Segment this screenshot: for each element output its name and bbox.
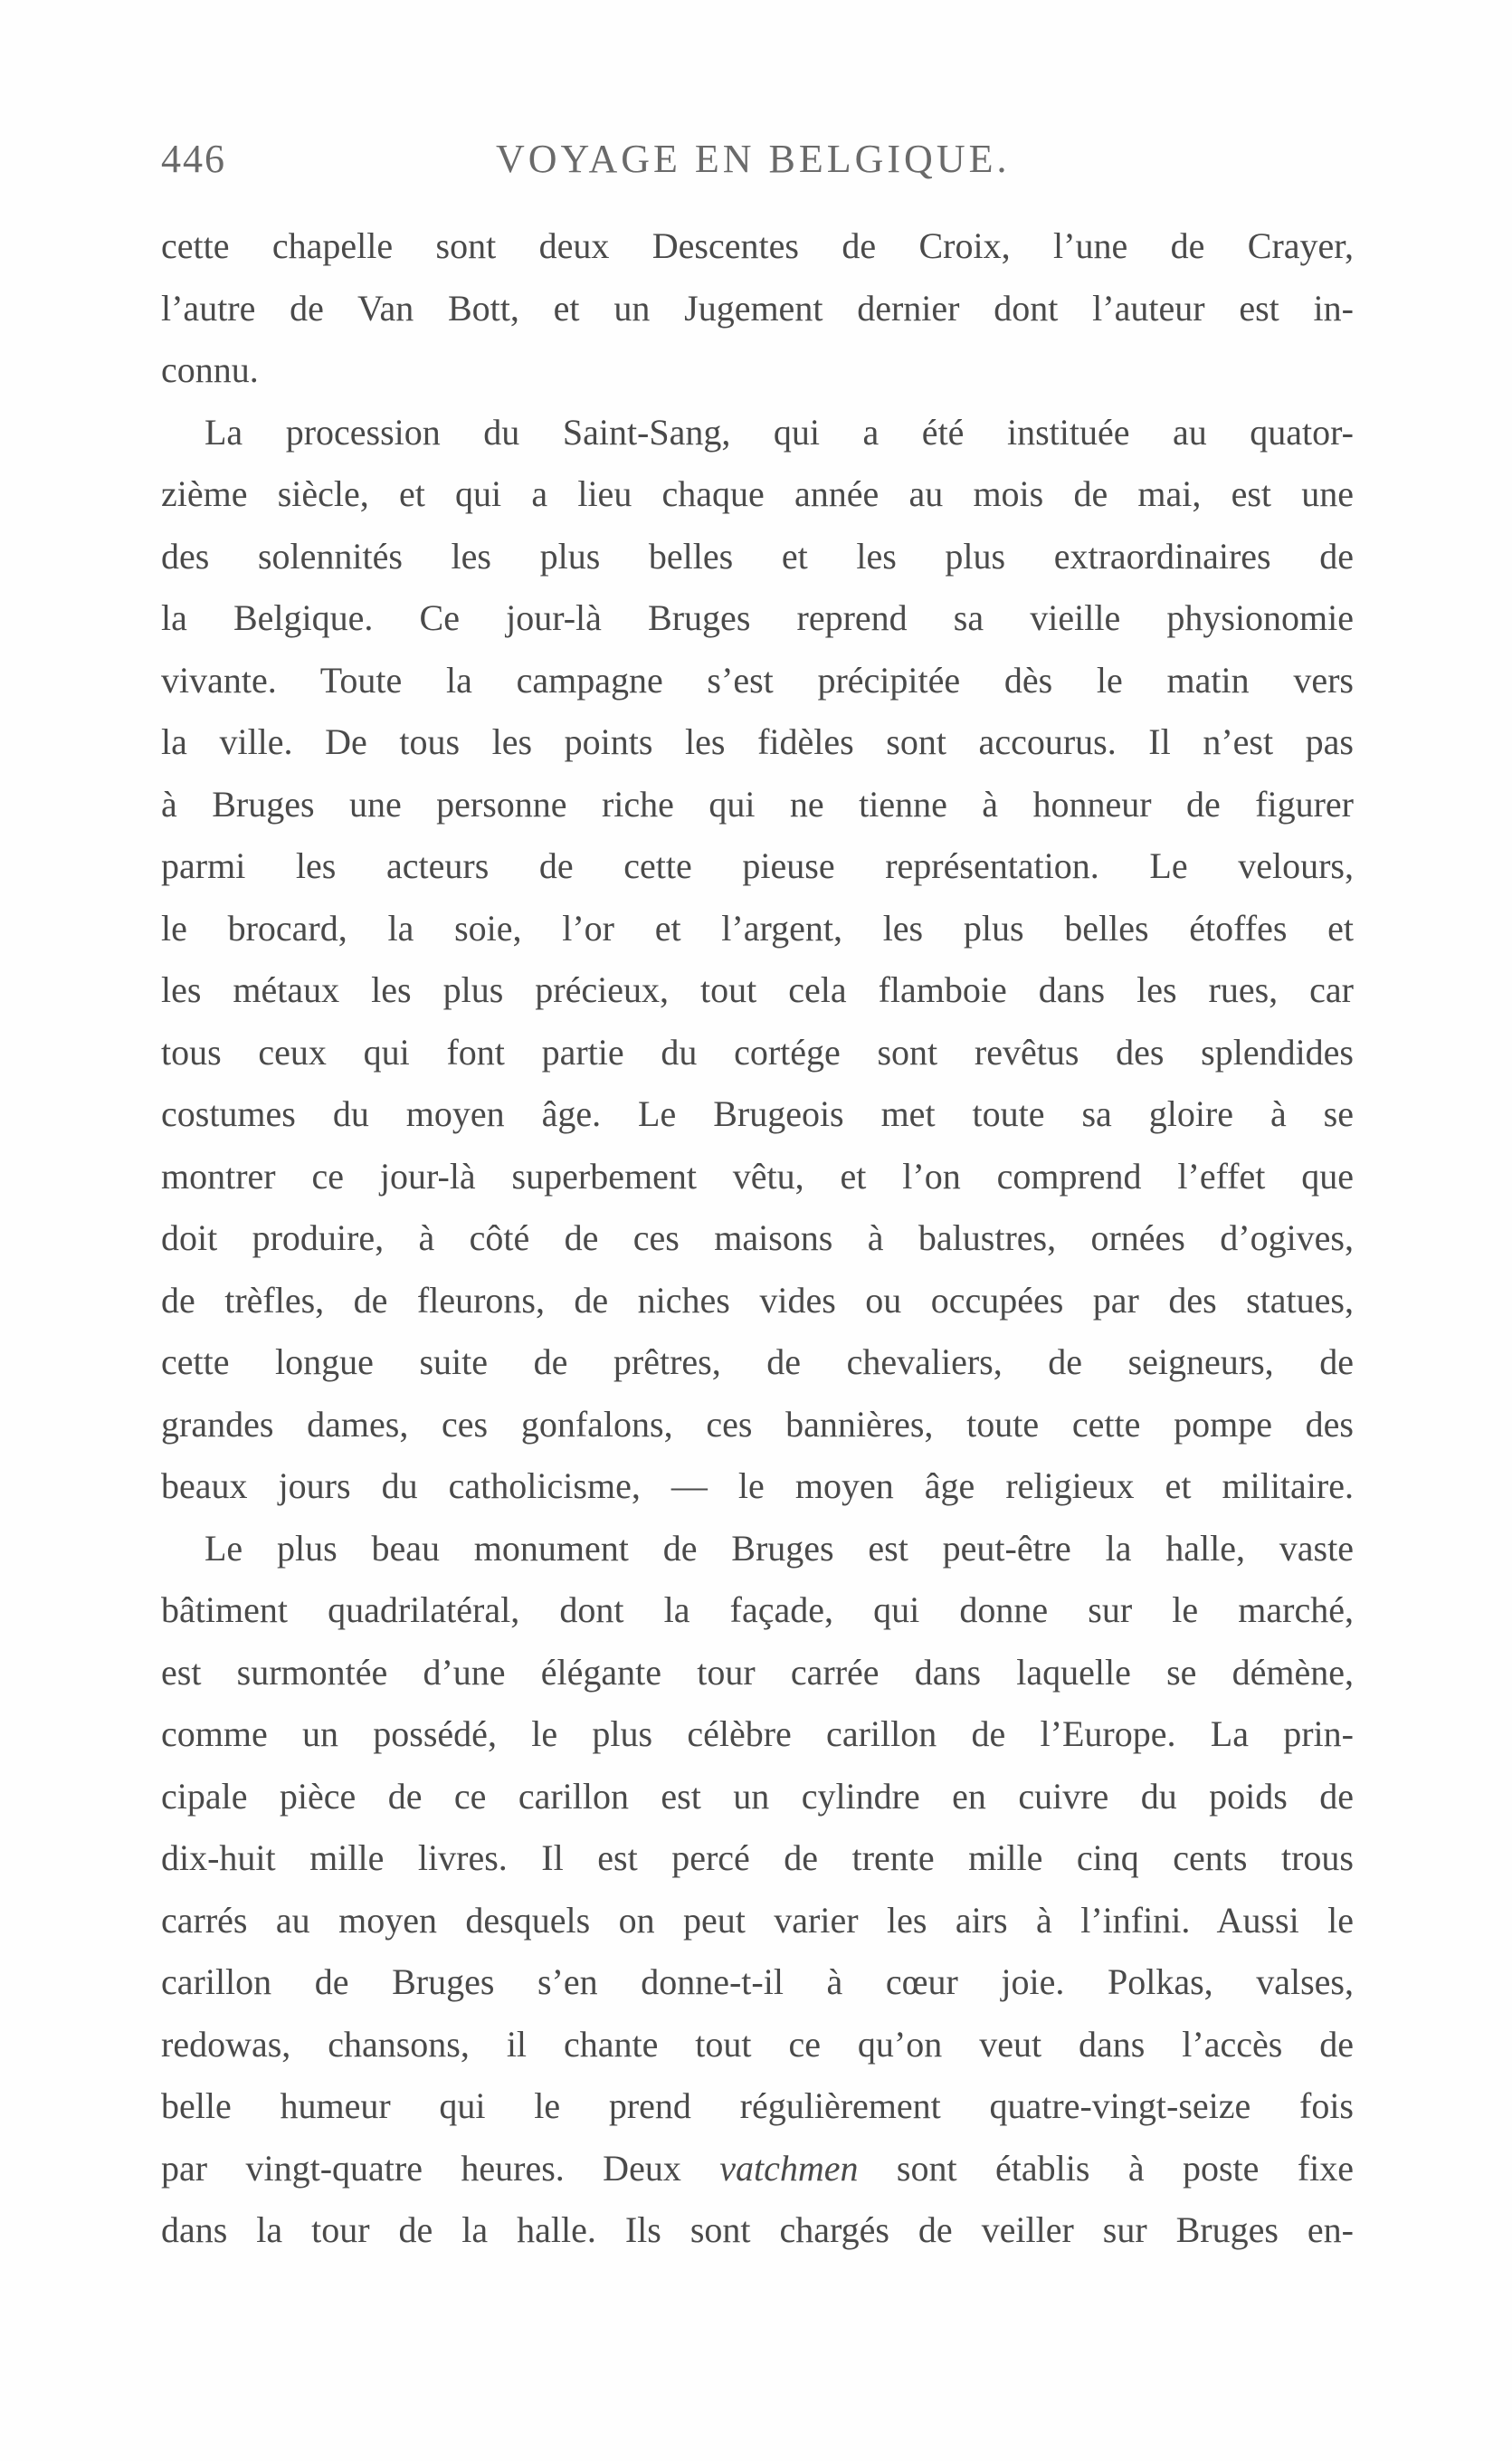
text-line: zième siècle, et qui a lieu chaque année au mois de mai, est une <box>161 473 1354 514</box>
text-line: beaux jours du catholicisme, — le moyen âge religieux et militaire. <box>161 1465 1354 1506</box>
text-line: cette chapelle sont deux Descentes de Croix, l’une de Crayer, <box>161 225 1354 266</box>
paragraph <box>161 215 1354 402</box>
text-line: costumes du moyen âge. Le Brugeois met toute sa gloire à se <box>161 1093 1354 1134</box>
page-header <box>161 136 1354 190</box>
paragraph <box>161 402 1354 1518</box>
text-fragment: sont établis à poste fixe <box>858 2147 1354 2189</box>
text-line: est surmontée d’une élégante tour carrée dans laquelle se démène, <box>161 1651 1354 1693</box>
text-line: l’autre de Van Bott, et un Jugement dernier dont l’auteur est in- <box>161 287 1354 329</box>
text-line: cette longue suite de prêtres, de chevaliers, de seigneurs, de <box>161 1341 1354 1382</box>
text-line: montrer ce jour-là superbement vêtu, et l’on comprend l’effet que <box>161 1155 1354 1197</box>
text-line: la Belgique. Ce jour-là Bruges reprend sa vieille physionomie <box>161 597 1354 638</box>
text-line: tous ceux qui font partie du cortége sont revêtus des splendides <box>161 1031 1354 1073</box>
text-line: parmi les acteurs de cette pieuse représentation. Le velours, <box>161 845 1354 886</box>
text-line: comme un possédé, le plus célèbre carillon de l’Europe. La prin- <box>161 1713 1354 1754</box>
text-line: des solennités les plus belles et les plus extraordinaires de <box>161 535 1354 577</box>
text-line: les métaux les plus précieux, tout cela flamboie dans les rues, car <box>161 969 1354 1010</box>
text-line: bâtiment quadrilatéral, dont la façade, qui donne sur le marché, <box>161 1589 1354 1630</box>
running-title: VOYAGE EN BELGIQUE. <box>496 137 1011 181</box>
text-line: dix-huit mille livres. Il est percé de trente mille cinq cents trous <box>161 1837 1354 1878</box>
text-line: redowas, chansons, il chante tout ce qu’on veut dans l’accès de <box>161 2023 1354 2065</box>
text-line: grandes dames, ces gonfalons, ces bannières, toute cette pompe des <box>161 1403 1354 1445</box>
body-text <box>161 215 1354 2262</box>
page-number: 446 <box>161 137 226 181</box>
text-line: connu. <box>161 349 259 390</box>
italic-word: vatchmen <box>719 2147 859 2189</box>
text-line: le brocard, la soie, l’or et l’argent, les plus belles étoffes et <box>161 907 1354 949</box>
text-fragment: par vingt-quatre heures. Deux <box>161 2147 720 2189</box>
text-line: doit produire, à côté de ces maisons à balustres, ornées d’ogives, <box>161 1217 1354 1258</box>
text-line: carillon de Bruges s’en donne-t-il à cœur joie. Polkas, valses, <box>161 1961 1354 2002</box>
paragraph <box>161 1518 1354 2262</box>
text-line: cipale pièce de ce carillon est un cylindre en cuivre du poids de <box>161 1775 1354 1817</box>
text-line: Le plus beau monument de Bruges est peut-être la halle, vaste <box>204 1527 1354 1569</box>
text-line: à Bruges une personne riche qui ne tienne à honneur de figurer <box>161 783 1354 825</box>
text-line: La procession du Saint-Sang, qui a été instituée au quator- <box>204 411 1354 453</box>
text-line-with-italic <box>161 2138 1354 2200</box>
text-line: carrés au moyen desquels on peut varier les airs à l’infini. Aussi le <box>161 1899 1354 1941</box>
text-line: dans la tour de la halle. Ils sont chargés de veiller sur Bruges en- <box>161 2209 1354 2250</box>
text-line: la ville. De tous les points les fidèles sont accourus. Il n’est pas <box>161 721 1354 762</box>
text-line: vivante. Toute la campagne s’est précipitée dès le matin vers <box>161 659 1354 701</box>
text-line: belle humeur qui le prend régulièrement quatre-vingt-seize fois <box>161 2085 1354 2126</box>
text-line: de trèfles, de fleurons, de niches vides ou occupées par des statues, <box>161 1279 1354 1321</box>
